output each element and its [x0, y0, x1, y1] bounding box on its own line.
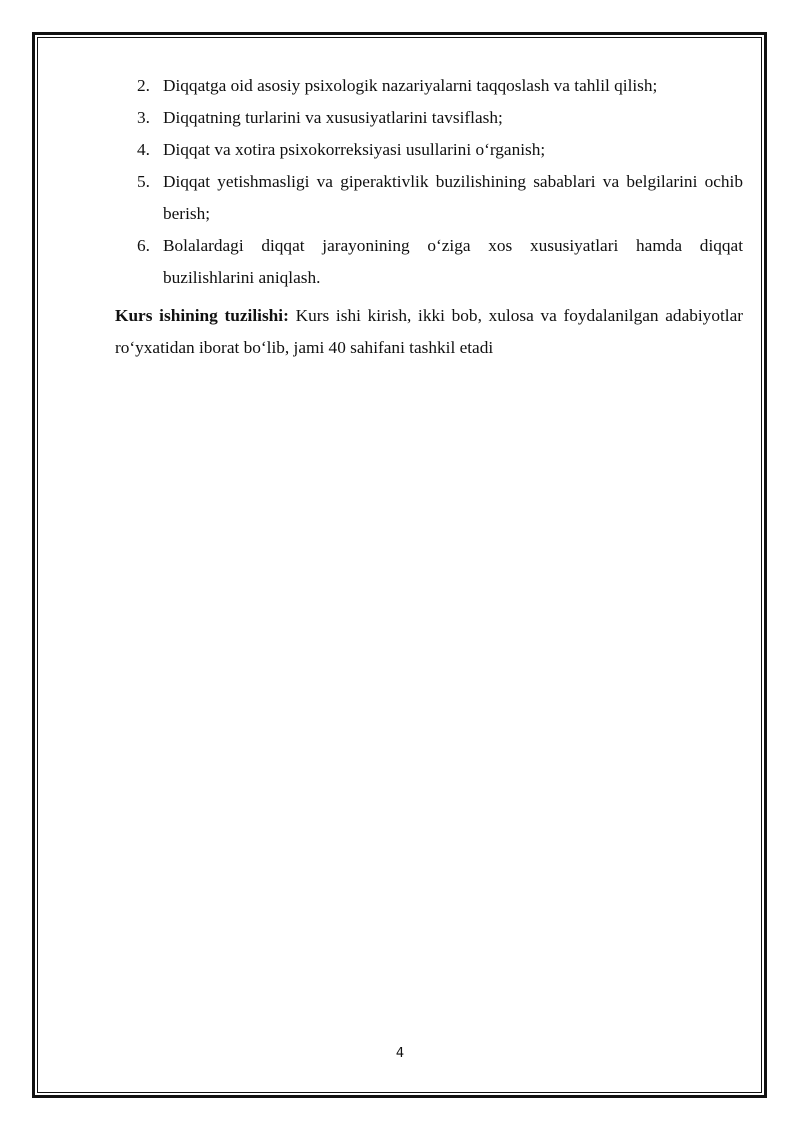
course-structure-label: Kurs ishining tuzilishi:: [115, 306, 289, 325]
list-item-text: Bolalardagi diqqat jarayonining o‘ziga xos xususiyatlari hamda diqqat buzilishlarini aniqlash.: [163, 236, 743, 287]
course-structure-paragraph: [115, 300, 743, 364]
list-item-number: 2.: [137, 76, 150, 95]
list-item-number: 4.: [137, 140, 150, 159]
list-item: [115, 230, 743, 294]
list-item-text: Diqqatning turlarini va xususiyatlarini tavsiflash;: [163, 108, 503, 127]
list-item-number: 6.: [137, 236, 150, 255]
list-item: [115, 102, 743, 134]
list-item: [115, 134, 743, 166]
list-item-text: Diqqat va xotira psixokorreksiyasi usullarini o‘rganish;: [163, 140, 546, 159]
objectives-list: [115, 70, 743, 294]
list-item: [115, 166, 743, 230]
course-structure-text: Kurs ishi kirish, ikki bob, xulosa va foydalanilgan adabiyotlar ro‘yxatidan iborat bo‘lib, jami 40 sahifani tashkil etadi: [115, 306, 743, 357]
list-item-number: 3.: [137, 108, 150, 127]
page-number: 4: [395, 1046, 405, 1061]
list-item-text: Diqqat yetishmasligi va giperaktivlik buzilishining sabablari va belgilarini ochib berish;: [163, 172, 743, 223]
list-item-text: Diqqatga oid asosiy psixologik nazariyalarni taqqoslash va tahlil qilish;: [163, 76, 658, 95]
list-item-number: 5.: [137, 172, 150, 191]
list-item: [115, 70, 743, 102]
page-body: [115, 70, 743, 381]
